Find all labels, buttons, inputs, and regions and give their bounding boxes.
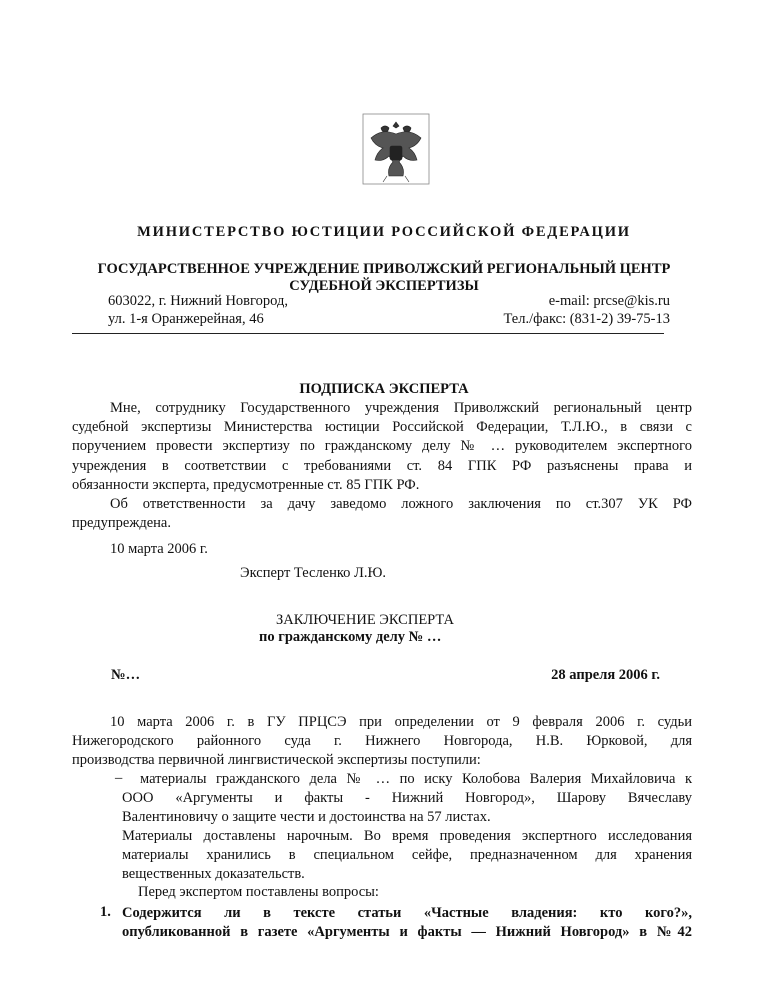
question-1: Содержится ли в тексте статьи «Частные владения: кто кого?», опубликованной в газете «Аргументы и факты — Нижний Новгород» в №42 — [122, 905, 692, 941]
organization-name-line1: ГОСУДАРСТВЕННОЕ УЧРЕЖДЕНИЕ ПРИВОЛЖСКИЙ РЕГИОНАЛЬНЫЙ ЦЕНТР — [97, 261, 671, 277]
organization-name-line2: СУДЕБНОЙ ЭКСПЕРТИЗЫ — [289, 278, 479, 294]
bullet-dash: – — [115, 770, 123, 786]
email-contact: e-mail: prcse@kis.ru — [548, 293, 670, 309]
header-divider — [72, 333, 664, 334]
address-street: ул. 1-я Оранжерейная, 46 — [108, 311, 264, 327]
coat-of-arms-emblem — [359, 112, 433, 188]
subscription-paragraph-2: Об ответственности за дачу заведомо ложного заключения по ст.307 УК РФ предупреждена. — [72, 496, 692, 532]
conclusion-date: 28 апреля 2006 г. — [551, 667, 660, 683]
subscription-title: ПОДПИСКА ЭКСПЕРТА — [299, 381, 469, 397]
phone-fax-contact: Тел./факс: (831-2) 39-75-13 — [503, 311, 670, 327]
subscription-paragraph-1: Мне, сотруднику Государственного учреждения Приволжский региональный центр судебной экспертизы Министерства юстиции Российской Федерации, Т.Л.Ю., в связи с поручением провести экспертизу по гражданскому делу № … руководителем экспертного учреждения в соответствии с требованиями ст. 84 ГПК РФ разъяснены права и обязанности эксперта, предусмотренные ст. 85 ГПК РФ. — [72, 400, 692, 493]
bullet-item: материалы гражданского дела № … по иску Колобова Валерия Михайловича к ООО «Аргументы и факты - Нижний Новгород», Шарову Вячеславу Валентиновичу о защите чести и достоинства на 57 листах. — [122, 771, 692, 826]
expert-signature: Эксперт Тесленко Л.Ю. — [240, 565, 387, 581]
body-paragraph-3: Перед экспертом поставлены вопросы: — [138, 884, 379, 900]
question-number: 1. — [100, 904, 111, 920]
subscription-date: 10 марта 2006 г. — [110, 541, 208, 557]
ministry-title: МИНИСТЕРСТВО ЮСТИЦИИ РОССИЙСКОЙ ФЕДЕРАЦИИ — [137, 224, 631, 240]
conclusion-number: №… — [111, 667, 141, 683]
address-city: 603022, г. Нижний Новгород, — [108, 293, 288, 309]
conclusion-title: ЗАКЛЮЧЕНИЕ ЭКСПЕРТА — [276, 612, 455, 628]
conclusion-subtitle: по гражданскому делу № … — [259, 629, 442, 645]
body-paragraph-2: Материалы доставлены нарочным. Во время проведения экспертного исследования материалы хранились в специальном сейфе, предназначенном для хранения вещественных доказательств. — [122, 828, 692, 883]
body-paragraph-1: 10 марта 2006 г. в ГУ ПРЦСЭ при определении от 9 февраля 2006 г. судьи Нижегородского районного суда г. Нижнего Новгорода, Н.В. Юрковой, для производства первичной лингвистической экспертизы поступили: — [72, 714, 692, 769]
